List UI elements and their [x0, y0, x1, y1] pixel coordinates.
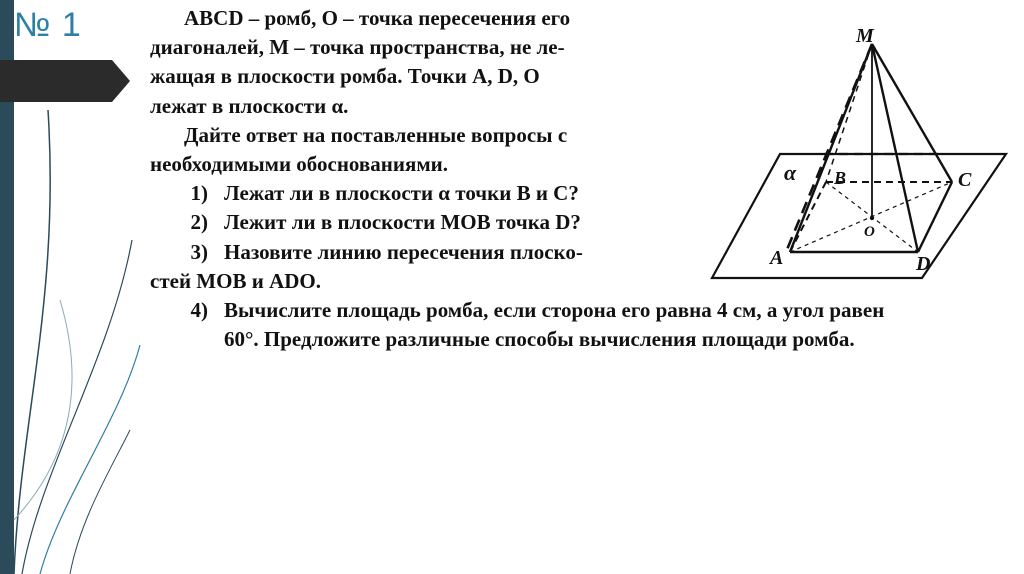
- label-c: C: [958, 169, 972, 191]
- question-4-continued: 60°. Предложите различные способы вычисления площади ромба.: [224, 327, 855, 352]
- problem-line: диагоналей, M – точка пространства, не ле-: [150, 35, 565, 60]
- label-a: A: [770, 247, 784, 269]
- label-o: O: [864, 224, 875, 240]
- problem-line: необходимыми обоснованиями.: [150, 151, 448, 176]
- label-b: B: [834, 168, 847, 188]
- question-number: 3): [190, 239, 208, 264]
- label-m: M: [856, 25, 874, 47]
- question-text: Лежат ли в плоскости α точки B и C?: [224, 181, 579, 206]
- problem-line: лежат в плоскости α.: [150, 93, 349, 118]
- edge-ma: [790, 44, 872, 252]
- question-text: Назовите линию пересечения плоско-: [224, 239, 583, 264]
- question-4: [150, 296, 1010, 325]
- question-text: Вычислите площадь ромба, если сторона его равна 4 см, а угол равен: [224, 297, 885, 322]
- problem-line: ABCD – ромб, O – точка пересечения его: [184, 6, 571, 30]
- question-number: 2): [190, 210, 208, 235]
- title-arrow-shape: [0, 60, 130, 102]
- problem-line: жащая в плоскости ромба. Точки A, D, O: [150, 64, 540, 89]
- question-text: Лежит ли в плоскости MOB точка D?: [224, 210, 581, 235]
- label-d: D: [916, 253, 931, 275]
- label-alpha: α: [784, 160, 797, 185]
- problem-line: Дайте ответ на поставленные вопросы с: [184, 122, 568, 147]
- question-number: 1): [190, 181, 208, 206]
- slide-title: № 1: [14, 6, 82, 44]
- edge-md: [872, 44, 918, 252]
- question-number: 4): [190, 297, 208, 322]
- point-o: [870, 216, 874, 220]
- pyramid-figure: [706, 20, 1024, 290]
- edge-mc: [872, 44, 952, 182]
- question-3-continued: стей MOB и ADO.: [150, 268, 321, 293]
